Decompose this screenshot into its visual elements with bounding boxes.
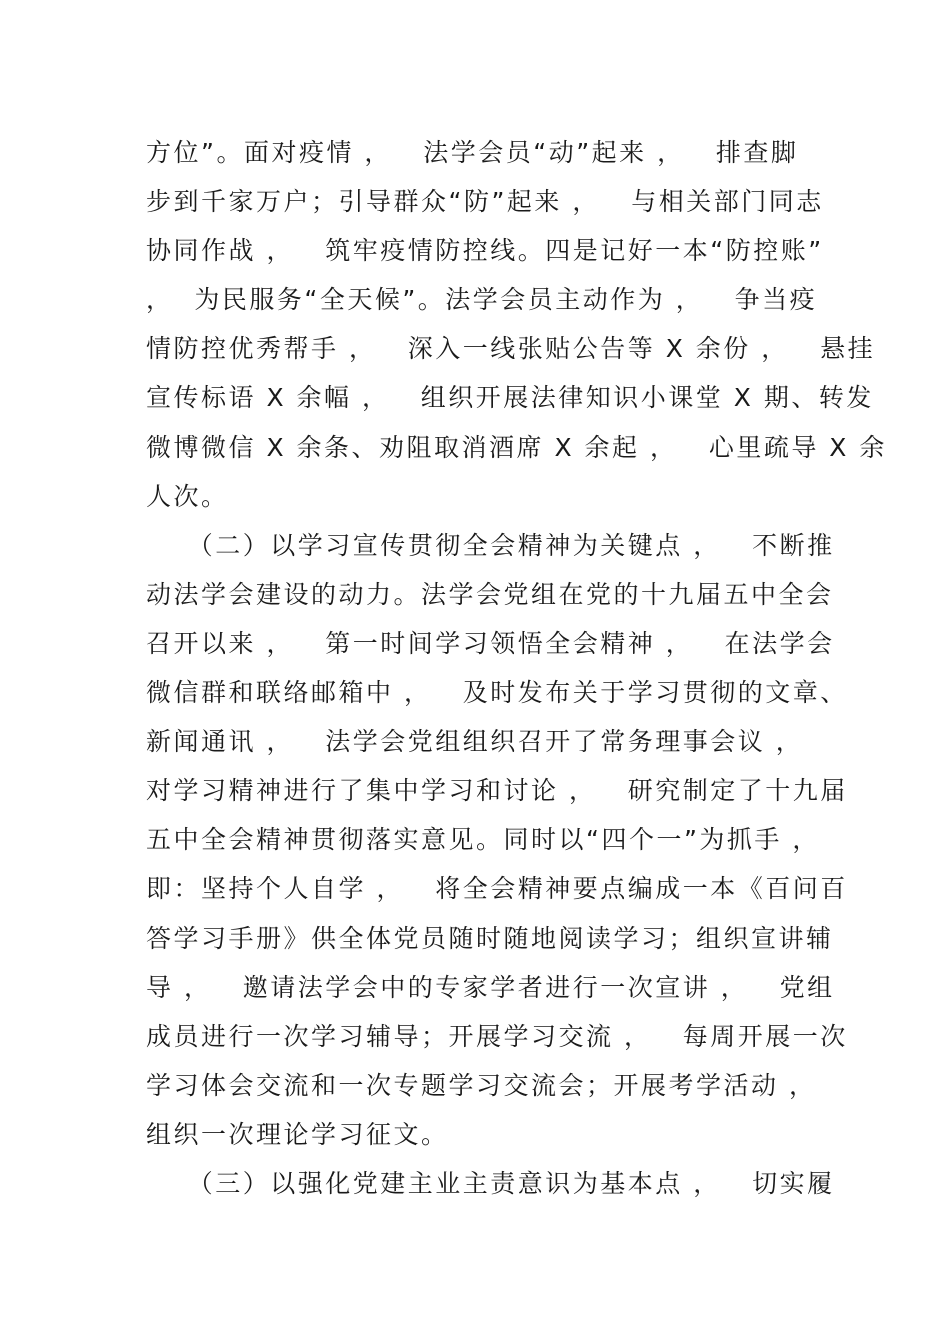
text-line: 微信群和联络邮箱中 ， 及时发布关于学习贯彻的文章、 [146,678,848,708]
text-line: 微博微信 X 余条、劝阻取消酒席 X 余起 ， 心里疏导 X 余 [146,432,887,462]
text-line: 召开以来 ， 第一时间学习领悟全会精神 ， 在法学会 [146,628,835,658]
text-line: 组织一次理论学习征文。 [146,1119,449,1149]
text-line: 即：坚持个人自学 ， 将全会精神要点编成一本《百问百 [146,874,848,904]
text-line: 方位”。面对疫情 ， 法学会员“动”起来 ， 排查脚 [146,138,799,167]
text-line: 学习体会交流和一次专题学习交流会；开展考学活动 ， [146,1070,817,1100]
section-heading-line: （二）以学习宣传贯彻全会精神为关键点 ， 不断推 [146,530,835,560]
text-line: 协同作战 ， 筑牢疫情防控线。四是记好一本“防控账” [146,236,824,266]
text-line: 步到千家万户；引导群众“防”起来 ， 与相关部门同志 [146,187,824,217]
text-line: 成员进行一次学习辅导；开展学习交流 ， 每周开展一次 [146,1021,848,1051]
text-line: 动法学会建设的动力。法学会党组在党的十九届五中全会 [146,579,834,609]
section-heading-line: （三）以强化党建主业主责意识为基本点 ， 切实履 [146,1168,835,1198]
text-line: 人次。 [146,481,229,511]
text-line: 答学习手册》供全体党员随时随地阅读学习；组织宣讲辅 [146,923,834,953]
text-line: 宣传标语 X 余幅 ， 组织开展法律知识小课堂 X 期、转发 [146,383,874,413]
text-line: 对学习精神进行了集中学习和讨论 ， 研究制定了十九届 [146,776,848,806]
body-text [146,128,887,1208]
text-line: 情防控优秀帮手 ， 深入一线张贴公告等 X 余份 ， 悬挂 [146,334,876,364]
text-line: ， 为民服务“全天候”。法学会员主动作为 ， 争当疫 [146,285,818,315]
text-line: 五中全会精神贯彻落实意见。同时以“四个一”为抓手 ， [146,825,820,855]
text-line: 新闻通讯 ， 法学会党组组织召开了常务理事会议 ， [146,727,804,757]
text-line: 导 ， 邀请法学会中的专家学者进行一次宣讲 ， 党组 [146,972,835,1002]
